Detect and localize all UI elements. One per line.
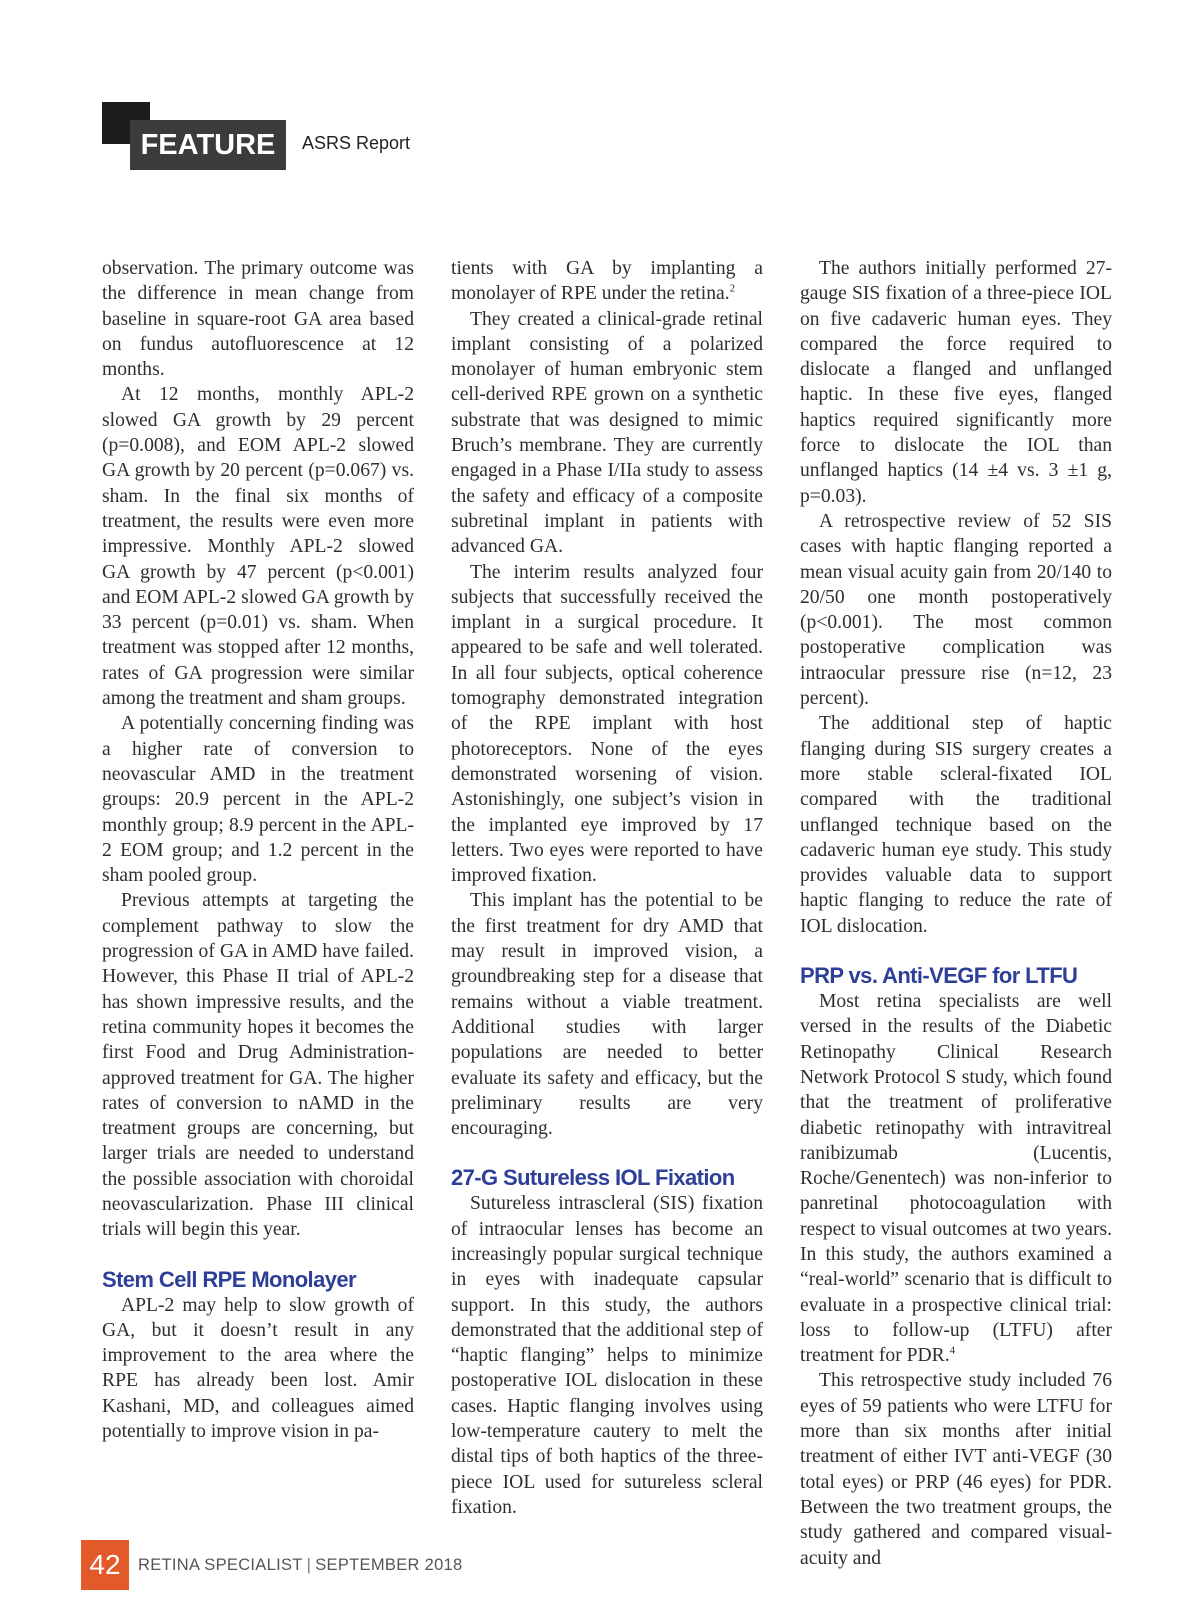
issue-date: SEPTEMBER 2018: [315, 1556, 463, 1574]
paragraph: [451, 256, 763, 307]
paragraph: The authors initially performed 27-gauge SIS fixation of a three-piece IOL on five cadaveric human eyes. They compared the force required to dislocate a flanged and unflanged haptic. In these five eyes, flanged haptics required significantly more force to dislocate the IOL than unflanged haptics (14 ±4 vs. 3 ±1 g, p=0.03).: [800, 258, 1112, 507]
reference-marker: 4: [949, 1344, 956, 1357]
section-heading: Stem Cell RPE Monolayer: [102, 1266, 356, 1292]
section-heading: PRP vs. Anti-VEGF for LTFU: [800, 963, 1078, 989]
paragraph: Previous attempts at targeting the complement pathway to slow the progression of GA in AMD have failed. However, this Phase II trial of APL-2 has shown impressive results, and the retina community hopes it becomes the first Food and Drug Administration-approved treatment for GA. The higher rates of conversion to nAMD in the treatment groups are concerning, but larger trials are needed to understand the possible association with choroidal neovascularization. Phase III clinical trials will begin this year.: [102, 890, 414, 1241]
paragraph: This implant has the potential to be the first treatment for dry AMD that may result in improved vision, a groundbreaking step for a disease that remains without a viable treatment. Additional studies with larger populations are needed to better evaluate its safety and efficacy, but the preliminary results are very encouraging.: [451, 890, 763, 1140]
article-column-2: [451, 256, 763, 1520]
paragraph-text: Most retina specialists are well versed in the results of the Diabetic Retinopathy Clinical Research Network Protocol S study, which found that the treatment of proliferative diabetic retinopathy with intravitreal ranibizumab (Lucentis, Roche/Genentech) was non-inferior to panretinal photocoagulation with respect to visual outcomes at two years. In this study, the authors examined a “real-world” scenario that is difficult to evaluate in a prospective clinical trial: loss to follow-up (LTFU) after treatment for PDR.: [800, 991, 1112, 1367]
paragraph: observation. The primary outcome was the difference in mean change from baseline in square-root GA area based on fundus autofluorescence at 12 months.: [102, 258, 414, 381]
paragraph: At 12 months, monthly APL-2 slowed GA growth by 29 percent (p=0.008), and EOM APL-2 slowed GA growth by 20 percent (p=0.067) vs. sham. In the final six months of treatment, the results were even more impressive. Monthly APL-2 slowed GA growth by 47 percent (p<0.001) and EOM APL-2 slowed GA growth by 33 percent (p=0.01) vs. sham. When treatment was stopped after 12 months, rates of GA progression were similar among the treatment and sham groups.: [102, 384, 414, 710]
paragraph: APL-2 may help to slow growth of GA, but it doesn’t result in any improvement to the area where the RPE has already been lost. Amir Kashani, MD, and colleagues aimed potentially to improve vision in pa-: [102, 1294, 414, 1443]
section-heading: 27-G Sutureless IOL Fixation: [451, 1165, 735, 1191]
article-column-3: [800, 256, 1112, 1571]
paragraph: [800, 989, 1112, 1368]
footer-separator: |: [306, 1556, 312, 1574]
paragraph: A potentially concerning finding was a higher rate of conversion to neovascular AMD in the treatment groups: 20.9 percent in the APL-2 monthly group; 8.9 percent in the APL-2 EOM group; and 1.2 percent in the sham pooled group.: [102, 713, 414, 887]
footer-publication-line: [138, 1556, 463, 1575]
paragraph: They created a clinical-grade retinal implant consisting of a polarized monolayer of human embryonic stem cell-derived RPE grown on a synthetic substrate that was designed to mimic Bruch’s membrane. They are currently engaged in a Phase I/IIa study to assess the safety and efficacy of a composite subretinal implant in patients with advanced GA.: [451, 308, 763, 558]
paragraph: The additional step of haptic flanging during SIS surgery creates a more stable scleral-fixated IOL compared with the traditional unflanged technique based on the cadaveric human eye study. This study provides valuable data to support haptic flanging to reduce the rate of IOL dislocation.: [800, 713, 1112, 937]
paragraph: This retrospective study included 76 eyes of 59 patients who were LTFU for more than six months after initial treatment of either IVT anti-VEGF (30 total eyes) or PRP (46 eyes) for PDR. Between the two treatment groups, the study gathered and compared visual-acuity and: [800, 1370, 1112, 1569]
page-number: 42: [81, 1540, 129, 1590]
paragraph: A retrospective review of 52 SIS cases with haptic flanging reported a mean visual acuity gain from 20/140 to 20/50 one month postoperatively (p<0.001). The most common postoperative complication was intraocular pressure rise (n=12, 23 percent).: [800, 510, 1112, 710]
paragraph: The interim results analyzed four subjects that successfully received the implant in a surgical procedure. It appeared to be safe and well tolerated. In all four subjects, optical coherence tomography demonstrated integration of the RPE implant with host photoreceptors. None of the eyes demonstrated worsening of vision. Astonishingly, one subject’s vision in the implanted eye improved by 17 letters. Two eyes were reported to have improved fixation.: [451, 561, 763, 887]
subsection-label: ASRS Report: [302, 133, 411, 153]
publication-name: RETINA SPECIALIST: [138, 1556, 303, 1574]
section-label: FEATURE: [130, 120, 286, 170]
reference-marker: 2: [729, 282, 736, 295]
paragraph-text: tients with GA by implanting a monolayer of RPE under the retina.: [451, 258, 763, 305]
article-column-1: [102, 256, 414, 1444]
paragraph: Sutureless intrascleral (SIS) fixation of intraocular lenses has become an increasingly popular surgical technique in eyes with inadequate capsular support. In this study, the authors demonstrated that the additional step of “haptic flanging” helps to minimize postoperative IOL dislocation in these cases. Haptic flanging involves using low-temperature cautery to melt the distal tips of both haptics of the three-piece IOL used for sutureless scleral fixation.: [451, 1193, 763, 1518]
